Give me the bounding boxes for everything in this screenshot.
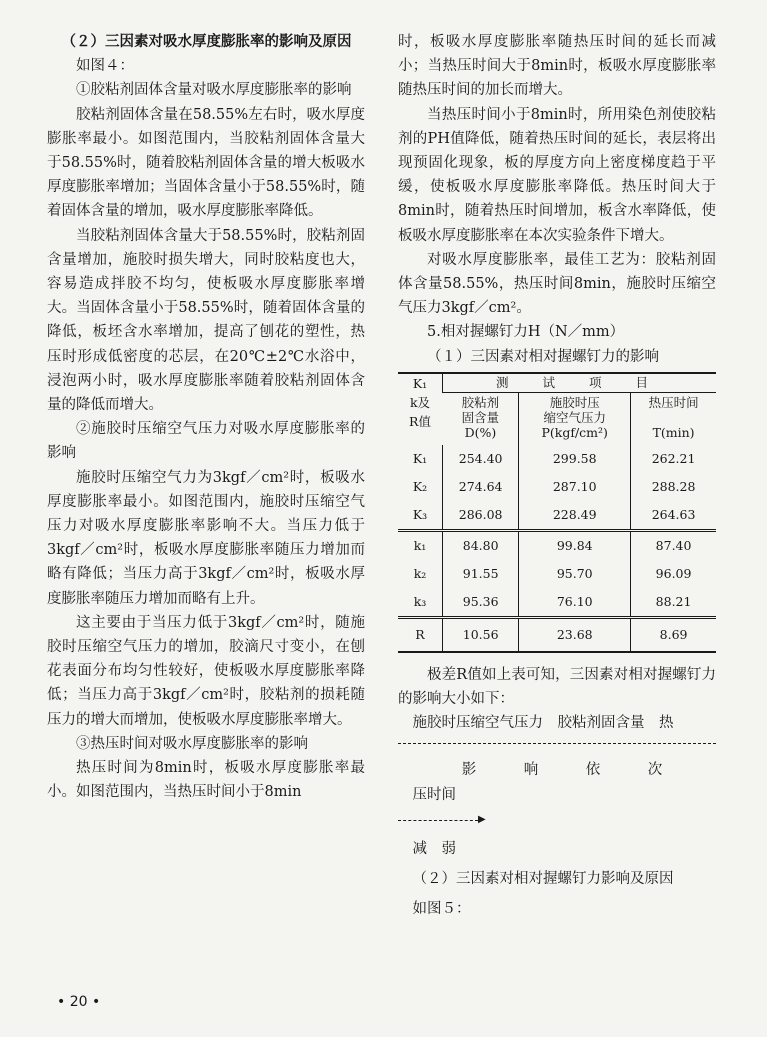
table-cell: 76.10 — [519, 588, 631, 618]
table-cell: 262.21 — [631, 445, 716, 473]
table-cell: 287.10 — [519, 473, 631, 501]
table-row — [398, 530, 716, 560]
influence-order-line: 施胶时压缩空气压力 胶粘剂固含量 热 — [412, 715, 674, 732]
header-line: 固含量 — [461, 409, 500, 425]
paragraph: ①胶粘剂固体含量对吸水厚度膨胀率的影响 — [76, 82, 352, 99]
arrow-shaft — [398, 820, 478, 821]
paragraph: 胶粘剂固体含量在58.55%左右时，吸水厚度膨胀率最小。如图范围内，当胶粘剂固体含量大于58.55%时，随着胶粘剂固体含量的增大板吸水厚度膨胀率增加；当固体含量小于58.55%时，随着固体含量的增加，吸水厚度膨胀率降低。 — [47, 106, 365, 220]
table-cell: 91.55 — [443, 560, 519, 588]
section-heading-screw-factors: （２）三因素对相对握螺钉力影响及原因 — [412, 871, 674, 888]
influence-word: 响 — [523, 762, 539, 779]
header-line: 胶粘剂 — [461, 394, 500, 410]
table-cell: 264.63 — [631, 501, 716, 531]
paragraph: ②施胶时压缩空气压力对吸水厚度膨胀率的影响 — [47, 421, 365, 462]
row-label: k₃ — [413, 594, 427, 610]
row-label: R — [398, 617, 443, 652]
paragraph: 对吸水厚度膨胀率，最佳工艺为：胶粘剂固体含量58.55%，热压时间8min，施胶时压缩空气压力3kgf／cm²。 — [398, 251, 716, 317]
table-row — [398, 588, 716, 618]
results-table — [398, 372, 716, 653]
decrease-arrow — [398, 807, 716, 831]
row-label: K₃ — [412, 507, 428, 523]
paragraph: （１）三因素对相对握螺钉力的影响 — [427, 348, 659, 365]
influence-word: 影 — [461, 762, 477, 779]
left-column — [47, 30, 365, 805]
table-cell: 254.40 — [443, 445, 519, 473]
stub-line: R值 — [409, 413, 431, 429]
table-span-header — [443, 373, 717, 393]
table-cell: 10.56 — [443, 617, 519, 652]
table-cell: 228.49 — [519, 501, 631, 531]
column-header-time — [631, 392, 716, 445]
paragraph: 当胶粘剂固体含量大于58.55%时，胶粘剂固含量增加，施胶时损失增大，同时胶粘度也大，容易造成拌胶不均匀，使板吸水厚度膨胀率增大。当固体含量小于58.55%时，随着固体含量的降低，板坯含水率增加，提高了刨花的塑性，热压时形成低密度的芯层，在20℃±2℃水浴中，浸泡两小时，吸水厚度膨胀率随着胶粘剂固体含量的降低而增大。 — [47, 227, 365, 414]
table-cell: 99.84 — [519, 530, 631, 560]
after-table-text: 极差R值如上表可知，三因素对相对握螺钉力的影响大小如下： — [398, 666, 716, 708]
header-line: P(kgf/cm²) — [541, 424, 608, 440]
header-line: D(%) — [464, 424, 497, 440]
right-column — [398, 30, 716, 921]
influence-word: 次 — [647, 762, 663, 779]
arrow-right-icon: ▶ — [478, 813, 486, 825]
table-cell: 96.09 — [631, 560, 716, 588]
table-row-range — [398, 617, 716, 652]
paragraph: （２）三因素对吸水厚度膨胀率的影响及原因 — [61, 33, 352, 50]
row-label: k₁ — [398, 530, 443, 560]
row-label: K₂ — [412, 479, 428, 495]
influence-label — [398, 758, 716, 782]
span-header-text: 测 试 项 目 — [496, 375, 663, 391]
table-row — [398, 473, 716, 501]
table-row — [398, 501, 716, 531]
header-line — [633, 410, 714, 425]
paragraph: 如图４： — [76, 58, 134, 75]
table-cell: 87.40 — [631, 530, 716, 560]
table-cell: 288.28 — [631, 473, 716, 501]
header-line: 热压时间 — [648, 394, 699, 410]
table-cell: 95.70 — [519, 560, 631, 588]
header-line: 施胶时压 — [549, 394, 600, 410]
row-label: K₁ — [412, 451, 428, 467]
paragraph: 这主要由于当压力低于3kgf／cm²时，随施胶时压缩空气压力的增加，胶滴尺寸变小，在刨花表面分布均匀性较好，使板吸水厚度膨胀率降低；当压力高于3kgf／cm²时，胶粘剂的损耗随压力的增大而增加，使板吸水厚度膨胀率增大。 — [47, 614, 365, 728]
pressure-time-text: 压时间 — [412, 786, 456, 803]
table-cell: 299.58 — [519, 445, 631, 473]
paragraph: 5.相对握螺钉力H（N／mm） — [427, 324, 625, 341]
stub-line: K₁ — [412, 375, 428, 391]
dashed-rule — [398, 743, 716, 744]
table-cell: 95.36 — [443, 588, 519, 618]
paragraph: 当热压时间小于8min时，所用染色剂使胶粘剂的PH值降低，随着热压时间的延长，表层将出现预固化现象，板的厚度方向上密度梯度趋于平缓，使板吸水厚度膨胀率降低。热压时间大于8min时，随着热压时间增加，板含水率降低，使板吸水厚度膨胀率在本次实验条件下增大。 — [398, 106, 716, 244]
table-cell: 84.80 — [443, 530, 519, 560]
figure-reference: 如图５： — [412, 901, 471, 918]
right-column-top-text — [398, 30, 716, 369]
page-number: • 20 • — [57, 994, 101, 1010]
table-cell: 8.69 — [631, 617, 716, 652]
paragraph: 时，板吸水厚度膨胀率随热压时间的延长而减小；当热压时间大于8min时，板吸水厚度膨胀率随热压时间的加长而增大。 — [398, 34, 716, 99]
stub-line: k及 — [409, 394, 431, 410]
paragraph: 热压时间为8min时，板吸水厚度膨胀率最小。如图范围内，当热压时间小于8min — [47, 760, 365, 801]
table-cell: 23.68 — [519, 617, 631, 652]
column-header-pressure — [519, 392, 631, 445]
influence-word: 依 — [585, 762, 601, 779]
table-stub-header — [398, 373, 443, 445]
weaken-text: 减 弱 — [412, 840, 456, 857]
table-cell: 88.21 — [631, 588, 716, 618]
header-line: T(min) — [652, 424, 695, 440]
table-row — [398, 445, 716, 473]
column-header-adhesive — [443, 392, 519, 445]
table-cell: 274.64 — [443, 473, 519, 501]
header-line: 缩空气压力 — [543, 409, 606, 425]
table-cell: 286.08 — [443, 501, 519, 531]
table-row — [398, 560, 716, 588]
paragraph: ③热压时间对吸水厚度膨胀率的影响 — [76, 735, 308, 752]
paragraph: 施胶时压缩空气力为3kgf／cm²时，板吸水厚度膨胀率最小。如图范围内，施胶时压缩空气压力对吸水厚度膨胀率影响不大。当压力低于3kgf／cm²时，板吸水厚度膨胀率随压力增加而略有降低；当压力高于3kgf／cm²时，板吸水厚度膨胀率随压力增加而略有上升。 — [47, 469, 365, 607]
row-label: k₂ — [413, 566, 427, 582]
